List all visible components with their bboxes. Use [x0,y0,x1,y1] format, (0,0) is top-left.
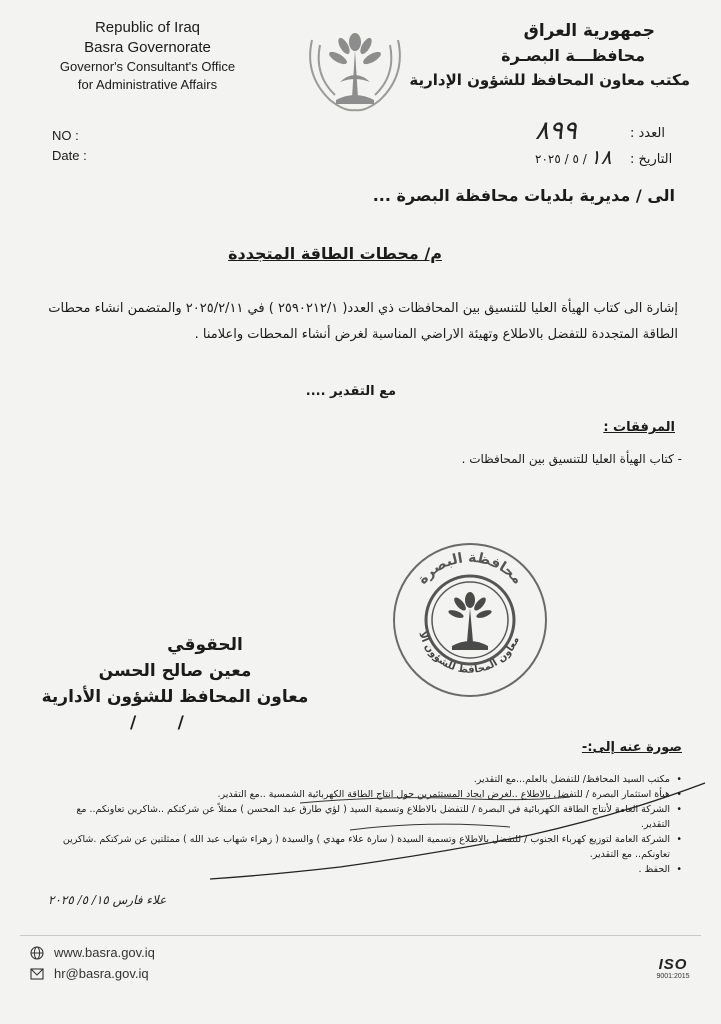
footer-email[interactable]: hr@basra.gov.iq [54,966,149,981]
header-ar-country: جمهورية العراق [523,21,655,41]
cc-item-1: • مكتب السيد المحافظ/ للتفضل بالعلم...مع التقدير. [473,774,682,785]
cc-item-5: • الحفظ . [638,864,682,875]
signature-block [40,632,310,736]
signature-name: معين صالح الحسن [98,661,252,681]
handwritten-strokes [150,775,710,885]
iso-badge [648,956,698,980]
stamp-top-text: محافظة البصرة [414,549,526,588]
ref-date-label: Date : [52,148,87,163]
header-en-affairs: for Administrative Affairs [77,77,218,92]
signature-title: الحقوقي [167,635,243,655]
ref-date-label-ar: التاريخ : [630,152,673,167]
cc-item-4: • الشركة العامة لتوزيع كهرباء الجنوب / للتفضل بالاطلاع وتسمية السيدة ( سارة علاء مهدي ) والسيدة ( زهراء شهاب عبد الله ) ممثلتين عن شركتكم .شاكرين تعاونكم.. مع التقدير. [62,834,682,860]
body-line-1: إشارة الى كتاب الهيأة العليا للتنسيق بين المحافظات ذي العدد( ٢٥٩٠٢١٢/١ ) في ٢٠٢٥/٢/١١ والمتضمن انشاء محطات [48,301,678,316]
cc-item-3: • الشركة العامة لأنتاج الطاقة الكهربائية في البصرة / للتفضل بالاطلاع وتسمية السيد ( لؤي طارق عبد المحسن ) ممثلاً عن شركتكم ..شاكرين تعاونكم.. مع التقدير. [76,804,682,830]
footer-divider [20,935,701,936]
ref-no-label: NO : [52,128,79,143]
header-ar-office: مكتب معاون المحافظ للشؤون الإدارية [409,71,690,89]
attachments-label: المرفقات : [603,420,675,435]
globe-icon [30,946,44,960]
round-stamp [390,540,550,700]
governorate-logo [300,20,410,115]
header-en-office: Governor's Consultant's Office [59,59,236,74]
header-en-country: Republic of Iraq [94,19,201,36]
ref-date-day: ١٨ [590,145,612,169]
cc-label: صورة عنه إلى:- [581,740,682,755]
footer-email-row [30,966,149,981]
iso-label: ISO [658,956,688,973]
footer-website-row [30,945,155,960]
ref-number-value: ٨٩٩ [535,116,577,146]
signature-date: / / [130,713,184,733]
footer-website[interactable]: www.basra.gov.iq [54,945,155,960]
envelope-icon [30,968,44,980]
regards: مع التقدير .... [305,384,396,399]
cc-item-2: • هيأة استثمار البصرة / للتفضل بالاطلاع ..لغرض ايجاد المستثمرين حول انتاج الطاقة الكهربائية الشمسية ..مع التقدير. [217,789,682,800]
official-stamp [390,540,550,700]
signature-position: معاون المحافظ للشؤون الأدارية [41,687,309,707]
header-english [40,18,255,94]
ref-date-rest: / ٥ / ٢٠٢٥ [535,152,587,166]
footnote: علاء فارس ١٥/ ٥/ ٢٠٢٥ [48,893,167,907]
header-ar-governorate: محافظـــة البصـرة [501,46,645,65]
letter-body [30,296,678,348]
stamp-palm-icon [447,592,492,650]
body-line-2: الطاقة المتجددة للتفضل بالاطلاع وتهيئة الاراضي المناسبة لغرض أنشاء المحطات واعلامنا . [194,327,678,342]
palm-emblem-icon [300,20,410,115]
stamp-bottom-text: معاون المحافظ للشؤون الادارية [416,630,522,676]
attachment-item: - كتاب الهيأة العليا للتنسيق بين المحافظات . [461,452,682,466]
header-en-governorate: Basra Governorate [84,39,211,56]
subject: م/ محطات الطاقة المتجددة [228,244,442,263]
recipient: الى / مديرية بلديات محافظة البصرة ... [372,186,675,205]
header-arabic [400,18,690,92]
ref-number-label: العدد : [630,126,665,141]
iso-code: 9001:2015 [656,973,690,980]
